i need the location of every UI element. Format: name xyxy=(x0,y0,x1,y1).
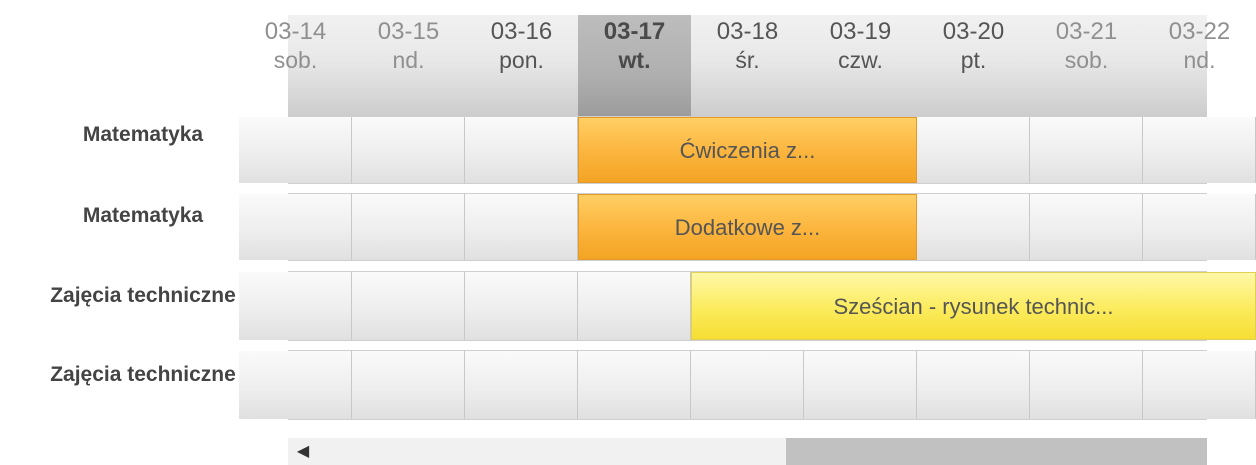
day-cell[interactable] xyxy=(1143,351,1256,419)
day-header-03-18 xyxy=(691,15,804,116)
scroll-left-arrow-icon[interactable]: ◀ xyxy=(296,443,310,460)
day-cell[interactable] xyxy=(239,194,352,260)
day-name: nd. xyxy=(1183,47,1216,73)
day-header-03-19 xyxy=(804,15,917,116)
day-date: 03-18 xyxy=(716,18,779,45)
event-bar[interactable]: Dodatkowe z... xyxy=(578,194,917,260)
day-header-03-20 xyxy=(917,15,1030,116)
day-cell[interactable] xyxy=(578,351,691,419)
day-cell[interactable] xyxy=(465,117,578,183)
day-cell[interactable] xyxy=(691,351,804,419)
timeline-row xyxy=(288,271,1207,341)
day-name: sob. xyxy=(273,47,318,73)
day-date: 03-15 xyxy=(377,18,440,45)
day-cell[interactable] xyxy=(239,351,352,419)
day-cell[interactable] xyxy=(352,117,465,183)
date-header xyxy=(264,15,1231,116)
event-bar[interactable]: Ćwiczenia z... xyxy=(578,117,917,183)
day-cell[interactable] xyxy=(239,272,352,340)
timeline-row xyxy=(288,193,1207,261)
day-cell[interactable] xyxy=(917,117,1030,183)
day-date: 03-14 xyxy=(264,18,327,45)
horizontal-scrollbar[interactable] xyxy=(288,438,1207,465)
scrollbar-thumb[interactable] xyxy=(786,438,1207,465)
day-name: sob. xyxy=(1064,47,1109,73)
day-cell[interactable] xyxy=(465,351,578,419)
day-header-03-21 xyxy=(1030,15,1143,116)
day-name: wt. xyxy=(618,47,651,73)
day-cell[interactable] xyxy=(917,351,1030,419)
day-header-03-22 xyxy=(1143,15,1256,116)
day-name: śr. xyxy=(735,47,760,73)
day-date: 03-21 xyxy=(1055,18,1118,45)
day-name: czw. xyxy=(838,47,883,73)
event-bar[interactable]: Sześcian - rysunek technic... xyxy=(691,272,1256,340)
day-cell[interactable] xyxy=(239,117,352,183)
timeline-row xyxy=(288,350,1207,420)
day-cell[interactable] xyxy=(917,194,1030,260)
day-cell[interactable] xyxy=(352,272,465,340)
day-cell[interactable] xyxy=(1030,117,1143,183)
day-cell[interactable] xyxy=(1143,194,1256,260)
day-cell[interactable] xyxy=(465,272,578,340)
day-cell[interactable] xyxy=(352,351,465,419)
day-header-03-15 xyxy=(352,15,465,116)
row-label: Matematyka xyxy=(82,123,204,146)
day-cell[interactable] xyxy=(1030,351,1143,419)
day-cell[interactable] xyxy=(465,194,578,260)
day-name: nd. xyxy=(392,47,425,73)
day-cell[interactable] xyxy=(1030,194,1143,260)
day-date: 03-22 xyxy=(1168,18,1231,45)
row-label: Zajęcia techniczne xyxy=(50,363,236,386)
day-date: 03-19 xyxy=(829,18,892,45)
day-name: pt. xyxy=(960,47,987,73)
row-label: Matematyka xyxy=(82,204,204,227)
day-header-03-16 xyxy=(465,15,578,116)
day-cell[interactable] xyxy=(1143,117,1256,183)
day-header-03-17 xyxy=(578,15,691,116)
timeline-row xyxy=(288,116,1207,184)
day-cell[interactable] xyxy=(578,272,691,340)
day-name: pon. xyxy=(499,47,544,73)
day-date: 03-17 xyxy=(603,18,666,45)
day-date: 03-20 xyxy=(942,18,1005,45)
day-cell[interactable] xyxy=(352,194,465,260)
day-date: 03-16 xyxy=(490,18,553,45)
day-cell[interactable] xyxy=(804,351,917,419)
day-header-03-14 xyxy=(239,15,352,116)
row-label: Zajęcia techniczne xyxy=(50,284,236,307)
